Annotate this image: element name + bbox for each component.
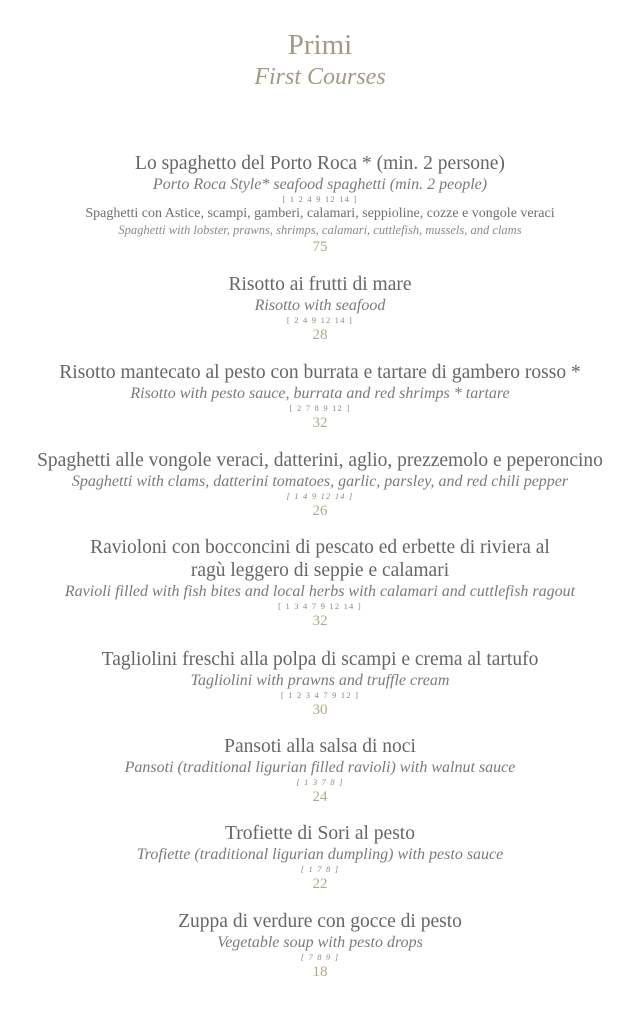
section-title: Primi (287, 29, 353, 61)
dish-name-english: Ravioli filled with fish bites and local herbs with calamari and cuttlefish ragout (64, 583, 576, 600)
menu-item (0, 449, 640, 521)
dish-name: Spaghetti alle vongole veraci, datterini, aglio, prezzemolo e peperoncino (37, 450, 603, 471)
dish-name: Risotto ai frutti di mare (228, 274, 412, 295)
dish-price: 28 (312, 327, 328, 343)
dish-ingredients-english: Spaghetti with lobster, prawns, shrimps, calamari, cuttlefish, mussels, and clams (118, 223, 522, 237)
dish-ingredients: Spaghetti con Astice, scampi, gamberi, calamari, seppioline, cozze e vongole veraci (85, 206, 555, 221)
dish-name: Zuppa di verdure con gocce di pesto (178, 911, 462, 932)
dish-price: 30 (312, 702, 328, 718)
dish-name-line-2: ragù leggero di seppie e calamari (190, 560, 450, 581)
dish-price: 22 (312, 876, 328, 892)
dish-name: Tagliolini freschi alla polpa di scampi e crema al tartufo (101, 649, 539, 670)
menu-item (0, 735, 640, 807)
dish-name: Pansoti alla salsa di noci (224, 736, 416, 757)
allergen-codes: [ 2 7 8 9 12 ] (289, 403, 351, 413)
dish-name-english: Pansoti (traditional ligurian filled ravioli) with walnut sauce (124, 759, 516, 776)
dish-name-english: Tagliolini with prawns and truffle cream (190, 672, 450, 689)
menu-item (0, 822, 640, 894)
dish-name: Trofiette di Sori al pesto (225, 823, 415, 844)
allergen-codes: [ 2 4 9 12 14 ] (286, 315, 354, 325)
dish-price: 26 (312, 503, 328, 519)
menu-item (0, 910, 640, 982)
dish-price: 32 (312, 613, 328, 629)
dish-name-english: Risotto with seafood (254, 297, 386, 314)
dish-name-english: Spaghetti with clams, datterini tomatoes, garlic, parsley, and red chili pepper (71, 473, 569, 490)
menu-item (0, 361, 640, 433)
allergen-codes: [ 1 2 4 9 12 14 ] (282, 194, 358, 204)
dish-price: 32 (312, 415, 328, 431)
dish-name: Lo spaghetto del Porto Roca * (min. 2 persone) (135, 153, 505, 174)
menu-item (0, 648, 640, 720)
dish-name-english: Porto Roca Style* seafood spaghetti (min. 2 people) (152, 176, 488, 193)
allergen-codes: [ 1 4 9 12 14 ] (286, 491, 354, 501)
dish-name-english: Risotto with pesto sauce, burrata and red shrimps * tartare (130, 385, 510, 402)
dish-name-english: Trofiette (traditional ligurian dumpling) with pesto sauce (136, 846, 504, 863)
dish-name-english: Vegetable soup with pesto drops (217, 934, 423, 951)
menu-item (0, 536, 640, 631)
menu-item (0, 273, 640, 345)
allergen-codes: [ 7 8 9 ] (300, 952, 340, 962)
allergen-codes: [ 1 2 3 4 7 9 12 ] (280, 690, 360, 700)
dish-price: 18 (312, 964, 328, 980)
dish-price: 24 (312, 789, 328, 805)
allergen-codes: [ 1 7 8 ] (300, 864, 340, 874)
allergen-codes: [ 1 3 4 7 9 12 14 ] (278, 601, 362, 611)
dish-name-line-1: Ravioloni con bocconcini di pescato ed erbette di riviera al (90, 537, 550, 558)
section-subtitle: First Courses (254, 64, 386, 90)
dish-name: Risotto mantecato al pesto con burrata e tartare di gambero rosso * (59, 362, 581, 383)
allergen-codes: [ 1 3 7 8 ] (296, 777, 344, 787)
menu-item (0, 152, 640, 257)
dish-price: 75 (312, 239, 328, 255)
